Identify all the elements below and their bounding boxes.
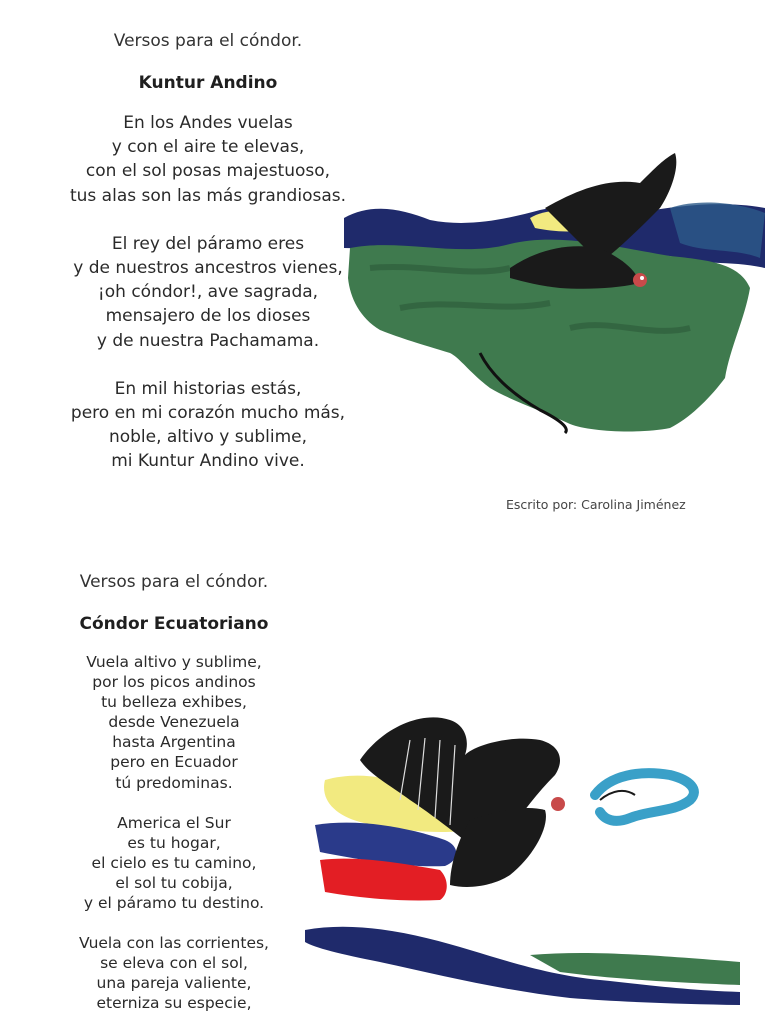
poem-title: Cóndor Ecuatoriano xyxy=(79,614,269,634)
stanza-2 xyxy=(58,232,358,353)
verse-line: Vuela altivo y sublime, xyxy=(86,653,262,671)
verse-line: En los Andes vuelas xyxy=(123,113,293,133)
condor-with-flag-illustration xyxy=(300,700,755,1010)
verse-line: el cielo es tu camino, xyxy=(91,853,257,872)
poem-kicker: Versos para el cóndor. xyxy=(79,572,269,592)
verse-line: mi Kuntur Andino vive. xyxy=(111,451,305,472)
author-credit: Escrito por: Carolina Jiménez xyxy=(506,497,686,512)
verse-line: ¡oh cóndor!, ave sagrada, xyxy=(97,282,319,303)
condor-over-map-illustration xyxy=(340,148,768,438)
poem-condor-ecuatoriano xyxy=(54,572,294,1034)
verse-line: eterniza su especie, xyxy=(96,994,252,1013)
verse-line: por los picos andinos xyxy=(92,673,256,692)
verse-line: se eleva con el sol, xyxy=(100,954,248,973)
condor-eye xyxy=(640,276,644,280)
poem-title: Kuntur Andino xyxy=(138,73,278,93)
condor-head xyxy=(633,273,647,287)
verse-line: noble, altivo y sublime, xyxy=(108,427,308,448)
verse-line: y de nuestros ancestros vienes, xyxy=(73,258,343,279)
stanza-1 xyxy=(54,652,294,793)
verse-line: pero en mi corazón mucho más, xyxy=(70,403,346,424)
verse-line: el sol tu cobija, xyxy=(115,873,233,892)
verse-line: En mil historias estás, xyxy=(114,378,302,399)
verse-line: es tu hogar, xyxy=(127,833,221,852)
condor-head xyxy=(551,797,565,811)
poem-kicker: Versos para el cóndor. xyxy=(113,31,303,51)
wind-swirl-shape xyxy=(595,773,694,821)
verse-line: mensajero de los dioses xyxy=(105,306,311,327)
stanza-3 xyxy=(54,933,294,1013)
verse-line: tu belleza exhibes, xyxy=(101,693,247,712)
verse-line: El rey del páramo eres xyxy=(111,233,305,254)
verse-line: pero en Ecuador xyxy=(110,753,238,772)
verse-line: con el sol posas majestuoso, xyxy=(85,161,331,182)
verse-line: y con el aire te elevas, xyxy=(111,137,305,158)
verse-line: desde Venezuela xyxy=(108,713,240,732)
poem-kuntur-andino xyxy=(58,31,358,498)
verse-line: hasta Argentina xyxy=(112,733,236,752)
verse-line: una pareja valiente, xyxy=(96,974,252,993)
verse-line: America el Sur xyxy=(117,813,231,832)
stanza-3 xyxy=(58,377,358,474)
verse-line: y el páramo tu destino. xyxy=(83,894,265,913)
verse-line: tus alas son las más grandiosas. xyxy=(69,185,347,206)
stanza-2 xyxy=(54,813,294,913)
stanza-1 xyxy=(58,111,358,208)
wind-swirl-shape xyxy=(600,791,635,800)
verse-line: tú predominas. xyxy=(115,773,233,792)
verse-line: y de nuestra Pachamama. xyxy=(96,330,320,351)
verse-line: Vuela con las corrientes, xyxy=(79,934,269,953)
